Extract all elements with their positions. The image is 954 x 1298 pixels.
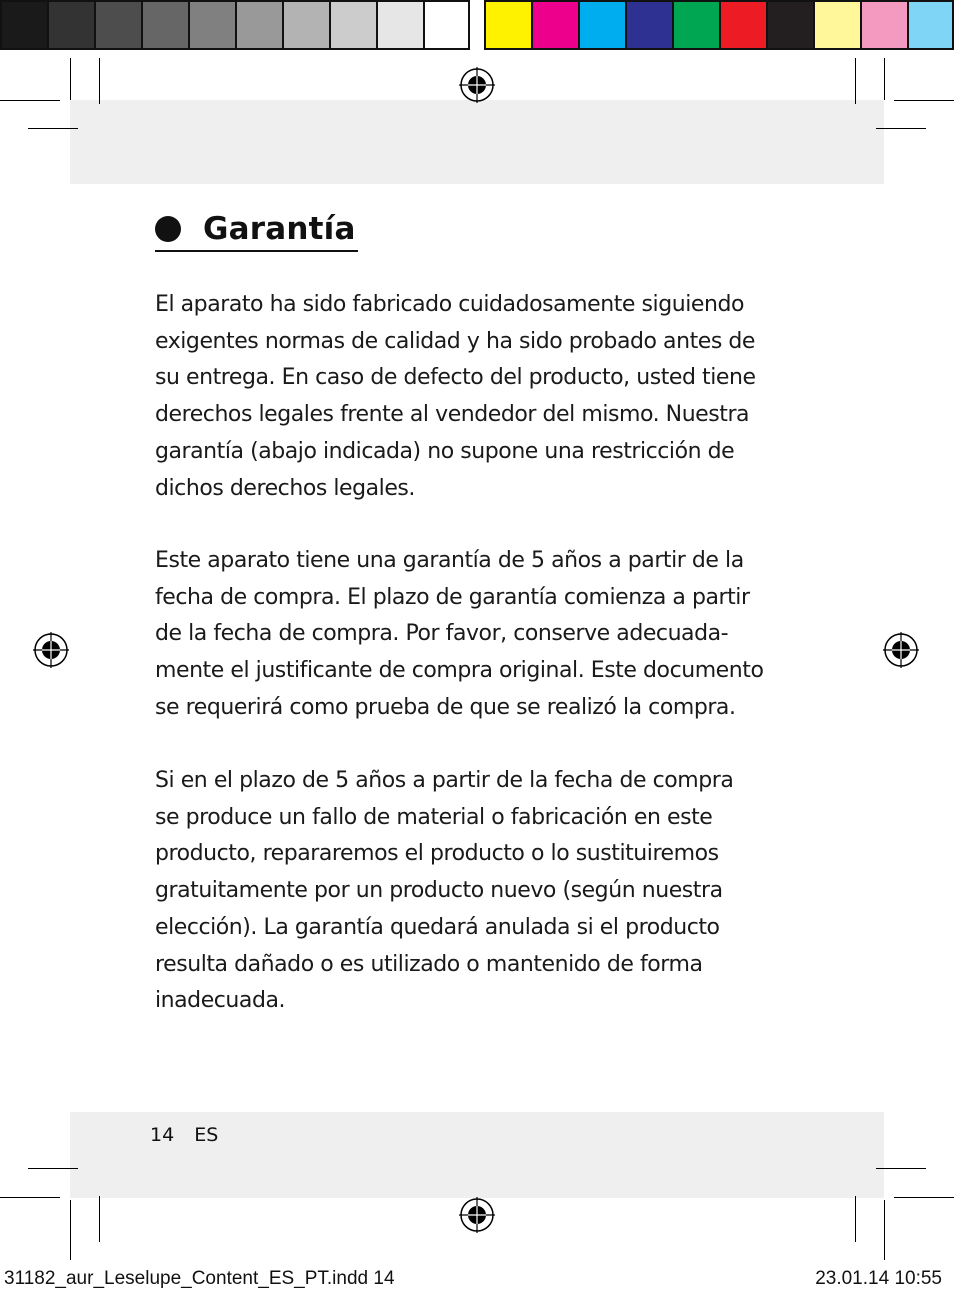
body-paragraph [155, 287, 815, 507]
color-calibration-bar [484, 0, 954, 50]
crop-mark [855, 1196, 856, 1242]
calibration-swatch [766, 0, 813, 50]
crop-mark [894, 1197, 954, 1198]
paragraph-line: producto, repararemos el producto o lo sustituiremos [155, 841, 719, 867]
crop-mark [70, 1200, 71, 1260]
bullet-icon [155, 216, 181, 242]
registration-mark-icon [459, 1197, 495, 1233]
crop-mark [876, 1168, 926, 1169]
calibration-swatch [423, 0, 470, 50]
paragraph-line: exigentes normas de calidad y ha sido probado antes de [155, 328, 755, 354]
paragraph-line: El aparato ha sido fabricado cuidadosamente siguiendo [155, 292, 744, 317]
calibration-swatch [907, 0, 954, 50]
paragraph-line: Este aparato tiene una garantía de 5 años a partir de la [155, 548, 744, 573]
paragraph-line: inadecuada. [155, 988, 286, 1014]
calibration-swatch [531, 0, 578, 50]
calibration-swatch [94, 0, 141, 50]
header-band [70, 100, 884, 184]
body-paragraph [155, 763, 815, 1020]
page-title: Garantía [203, 211, 356, 247]
crop-mark [70, 58, 71, 100]
paragraph-line: Si en el plazo de 5 años a partir de la fecha de compra [155, 768, 734, 793]
crop-mark [0, 100, 60, 101]
crop-mark [876, 128, 926, 129]
paragraph-line: elección). La garantía quedará anulada si el producto [155, 914, 720, 940]
calibration-swatch [625, 0, 672, 50]
registration-mark-icon [33, 632, 69, 668]
slug-filename: 31182_aur_Leselupe_Content_ES_PT.indd 14 [4, 1268, 395, 1289]
page-number: 14 [150, 1124, 175, 1146]
paragraph-line: su entrega. En caso de defecto del producto, usted tiene [155, 365, 756, 391]
crop-mark [884, 1200, 885, 1260]
calibration-swatch [329, 0, 376, 50]
calibration-swatch [188, 0, 235, 50]
calibration-swatch [0, 0, 47, 50]
calibration-swatch [813, 0, 860, 50]
calibration-swatch [282, 0, 329, 50]
paragraph-line: garantía (abajo indicada) no supone una restricción de [155, 438, 735, 464]
paragraph-line: de la fecha de compra. Por favor, conserve adecuada- [155, 621, 729, 647]
paragraph-line: gratuitamente por un producto nuevo (según nuestra [155, 878, 723, 904]
calibration-swatch [672, 0, 719, 50]
crop-mark [884, 58, 885, 100]
paragraph-line: resulta dañado o es utilizado o mantenido de forma [155, 951, 703, 977]
calibration-swatch [235, 0, 282, 50]
registration-mark-icon [459, 67, 495, 103]
language-code: ES [194, 1124, 219, 1146]
crop-mark [0, 1197, 60, 1198]
registration-mark-icon [883, 632, 919, 668]
body-paragraph [155, 543, 815, 727]
section-heading [155, 205, 356, 253]
calibration-swatch [141, 0, 188, 50]
paragraph-line: se produce un fallo de material o fabricación en este [155, 804, 713, 830]
paragraph-line: mente el justificante de compra original. Este documento [155, 658, 764, 684]
crop-mark [28, 128, 78, 129]
calibration-swatch [47, 0, 94, 50]
page-folio [150, 1124, 238, 1146]
calibration-swatch [719, 0, 766, 50]
calibration-swatch [484, 0, 531, 50]
grayscale-calibration-bar [0, 0, 470, 50]
paragraph-line: dichos derechos legales. [155, 475, 415, 501]
calibration-swatch [376, 0, 423, 50]
crop-mark [894, 100, 954, 101]
crop-mark [99, 58, 100, 104]
calibration-swatch [860, 0, 907, 50]
crop-mark [28, 1168, 78, 1169]
paragraph-line: se requerirá como prueba de que se realizó la compra. [155, 694, 736, 720]
paragraph-line: derechos legales frente al vendedor del mismo. Nuestra [155, 402, 750, 428]
heading-underline [155, 250, 358, 252]
crop-mark [99, 1196, 100, 1242]
slug-datetime: 23.01.14 10:55 [815, 1268, 942, 1289]
calibration-swatch [578, 0, 625, 50]
paragraph-line: fecha de compra. El plazo de garantía comienza a partir [155, 584, 750, 610]
crop-mark [855, 58, 856, 104]
